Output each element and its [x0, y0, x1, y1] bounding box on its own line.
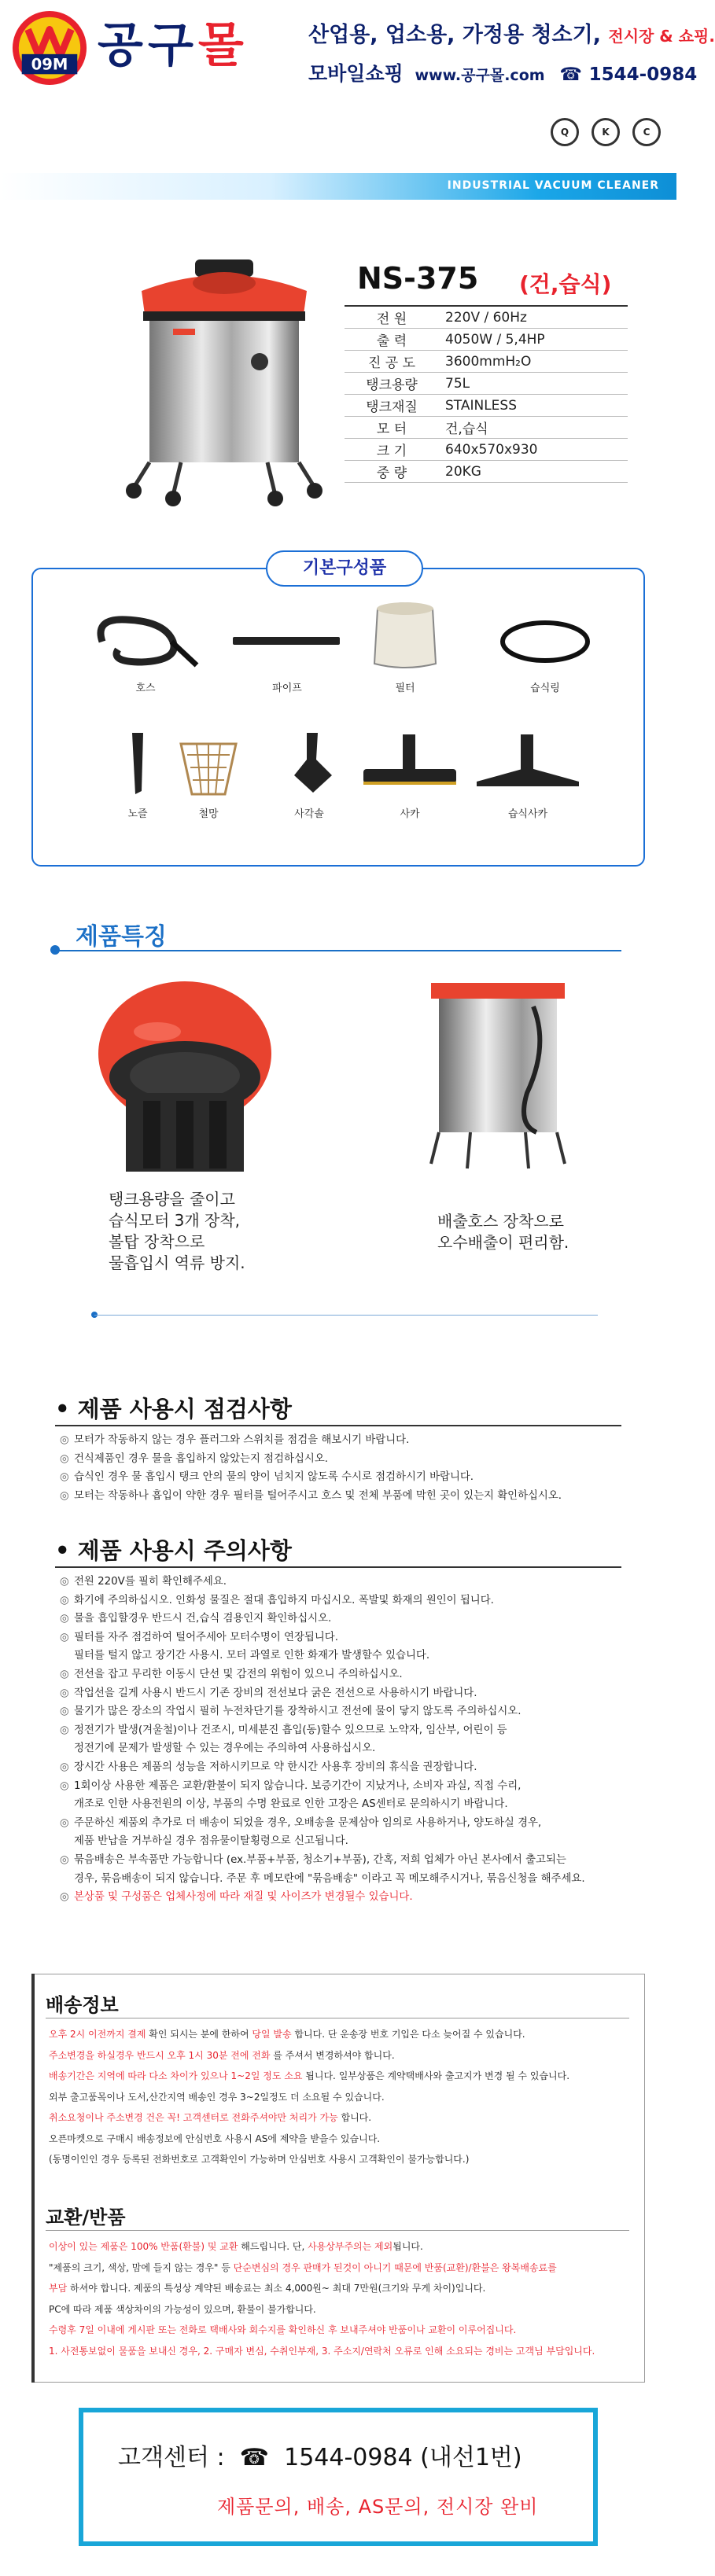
- customer-center-box: [79, 2408, 598, 2546]
- caution-title: • 제품 사용시 주의사항: [55, 1537, 292, 1564]
- contact-line: 모바일쇼핑 www.공구몰.com ☎ 1544-0984: [308, 62, 698, 85]
- bullet-icon: ◎: [60, 1816, 69, 1829]
- feature-lid-image: [94, 975, 275, 1172]
- site-url-link[interactable]: www.공구몰.com: [415, 67, 545, 84]
- features-end-divider: [94, 1315, 598, 1316]
- customer-center-line: 고객센터 : ☎ 1544-0984 (내선1번): [118, 2444, 522, 2471]
- list-item-continued: 개조로 인한 사용전원의 이상, 부품의 수명 완료로 인한 고장은 AS센터로 문의하시기 바랍니다.: [74, 1798, 508, 1811]
- bullet-icon: ◎: [60, 1452, 69, 1465]
- spec-key: 모 터: [376, 421, 407, 437]
- list-item: ◎ 묶음배송은 부속품만 가능합니다 (ex.부품+부품, 청소기+부품), 간혹, 저희 업체가 아닌 본사에서 출고되는: [60, 1851, 673, 1870]
- list-item: ◎ 전원 220V를 필히 확인해주세요.: [60, 1573, 673, 1592]
- info-line: 이상이 있는 제품은 100% 반품(환불) 및 교환 해드립니다. 단, 사용상부주의는 제외됩니다.: [49, 2241, 423, 2252]
- list-item: ◎ 전선을 잡고 무리한 이동시 단선 및 감전의 위험이 있으니 주의하십시오.: [60, 1665, 673, 1684]
- spec-value: 640x570x930: [445, 441, 538, 458]
- spec-key: 탱크재질: [366, 399, 418, 415]
- vacuum-product-image: [118, 236, 330, 511]
- bullet-icon: ◎: [60, 1779, 69, 1792]
- list-item: ◎ 정전기가 발생(겨울철)이나 건조시, 미세분진 흡입(동)할수 있으므로 노약자, 임산부, 어린이 등: [60, 1721, 673, 1740]
- info-line: "제품의 크기, 색상, 맘에 들지 않는 경우" 등 단순변심의 경우 판매가 된것이 아니기 때문에 반품(교환)/환불은 왕복배송료를: [49, 2261, 557, 2273]
- spec-row: [345, 417, 628, 439]
- info-line: 오후 2시 이전까지 결제 확인 되시는 분에 한하여 당일 발송 합니다. 단 운송장 번호 기입은 다소 늦어질 수 있습니다.: [49, 2029, 525, 2040]
- category-banner: INDUSTRIAL VACUUM CLEANER: [0, 173, 676, 200]
- info-line: 배송기간은 지역에 따라 다소 차이가 있으나 1~2일 정도 소요 됩니다. 일부상품은 계약택배사와 출고지가 변경 될 수 있습니다.: [49, 2070, 570, 2081]
- component-squeegee: 사카: [351, 728, 469, 820]
- feature-drain-hose-image: [431, 983, 565, 1172]
- component-hose: 호스: [87, 610, 205, 694]
- bullet-icon: ◎: [60, 1724, 69, 1736]
- list-item: ◎ 모터는 작동하나 흡입이 약한 경우 필터를 털어주시고 호스 및 전체 부품에 막힌 곳이 있는지 확인하십시오.: [60, 1487, 673, 1506]
- brand-title[interactable]: 공구몰: [98, 18, 249, 73]
- component-square-brush: 사각솔: [250, 728, 368, 820]
- spec-value: 건,습식: [445, 421, 488, 437]
- component-nozzle: 노즐: [79, 728, 197, 820]
- info-line: 취소요청이나 주소변경 건은 꼭! 고객센터로 전화주셔야만 처리가 가능 합니다.: [49, 2112, 372, 2123]
- list-item: ◎ 화기에 주의하십시오. 인화성 물질은 절대 흡입하지 마십시오. 폭발및 화재의 원인이 됩니다.: [60, 1592, 673, 1610]
- list-item: ◎ 모터가 작동하지 않는 경우 플러그와 스위치를 점검을 해보시기 바랍니다.: [60, 1431, 673, 1450]
- component-mesh: 철망: [149, 728, 267, 820]
- shipping-list: [49, 2024, 639, 2170]
- check-title: • 제품 사용시 점검사항: [55, 1396, 292, 1422]
- spec-key: 전 원: [376, 311, 407, 327]
- list-item: ◎ 필터를 자주 점검하여 털어주세아 모터수명이 연장됩니다.: [60, 1628, 673, 1647]
- cert-kc-icon: K: [590, 118, 621, 154]
- spec-row: [345, 461, 628, 483]
- info-line: 외부 출고품목이나 도서,산간지역 배송인 경우 3~2일정도 더 소요될 수 있습니다.: [49, 2091, 385, 2103]
- info-line: 부담 하셔야 합니다. 제품의 특성상 계약된 배송료는 최소 4,000원~ 최대 7만원(크기와 무게 차이)입니다.: [49, 2283, 486, 2294]
- bullet-icon: ◎: [60, 1761, 69, 1773]
- site-header: [0, 0, 715, 102]
- check-divider: [55, 1425, 621, 1426]
- returns-divider: [46, 2230, 629, 2231]
- info-line: 1. 사전통보없이 물품을 보내신 경우, 2. 구매자 변심, 수취인부재, 3. 주소지/연락처 오류로 인해 소요되는 경비는 고객님 부담입니다.: [49, 2345, 595, 2357]
- spec-key: 크 기: [376, 443, 407, 459]
- spec-value: 3600mmH₂O: [445, 353, 532, 370]
- header-phone[interactable]: 1544-0984: [588, 64, 698, 85]
- bullet-icon: ◎: [60, 1434, 69, 1446]
- bullet-icon: ◎: [60, 1706, 69, 1718]
- feature-caption-lid: 탱크용량을 줄이고 습식모터 3개 장착, 볼탑 장착으로 물흡입시 역류 방지.: [109, 1190, 245, 1272]
- spec-value: 75L: [445, 375, 470, 392]
- bullet-icon: ◎: [60, 1668, 69, 1680]
- list-item: ◎ 본상품 및 구성품은 업체사정에 따라 재질 및 사이즈가 변경될수 있습니다.: [60, 1888, 673, 1907]
- model-type-note: (건,습식): [519, 271, 612, 297]
- customer-center-phone[interactable]: 1544-0984 (내선1번): [284, 2444, 522, 2471]
- info-line: 주소변경을 하실경우 반드시 오후 1시 30분 전에 전화 를 주셔서 변경하셔야 합니다.: [49, 2049, 395, 2061]
- bullet-icon: ◎: [60, 1594, 69, 1606]
- svg-text:09M: 09M: [31, 55, 68, 74]
- feature-caption-drain: 배출호스 장착으로 오수배출이 편리함.: [437, 1212, 569, 1252]
- shipping-title: 배송정보: [46, 1994, 119, 2016]
- caution-list: [60, 1573, 673, 1907]
- component-pipe: 파이프: [228, 610, 346, 694]
- list-item-continued: 필터를 털지 않고 장기간 사용시. 모터 과열로 인한 화재가 발생할수 있습니다.: [74, 1650, 430, 1662]
- cert-c-icon: C: [631, 118, 662, 154]
- info-line: 수령후 7일 이내에 게시판 또는 전화로 택배사와 회수지를 확인하신 후 보내주셔야 반품이나 교환이 이루어집니다.: [49, 2324, 517, 2335]
- bullet-icon: ◎: [60, 1853, 69, 1866]
- features-divider: [55, 950, 621, 951]
- phone-icon: ☎: [559, 64, 582, 85]
- spec-key: 출 력: [376, 333, 407, 349]
- list-item: ◎ 물기가 많은 장소의 작업시 필히 누전차단기를 장착하시고 전선에 물이 닿지 않도록 주의하십시오.: [60, 1702, 673, 1721]
- spec-key: 진 공 도: [367, 355, 416, 371]
- caution-divider: [55, 1566, 621, 1568]
- check-list: [60, 1431, 673, 1505]
- list-item: ◎ 건식제품인 경우 물을 흡입하지 않았는지 점검하십시오.: [60, 1450, 673, 1469]
- list-item-continued: 정전기에 문제가 발생할 수 있는 경우에는 주의하여 사용하십시오.: [74, 1742, 376, 1755]
- returns-list: [49, 2236, 639, 2361]
- list-item: ◎ 물을 흡입할경우 반드시 건,습식 겸용인지 확인하십시오.: [60, 1610, 673, 1628]
- components-title: 기본구성품: [266, 550, 423, 587]
- spec-row: [345, 439, 628, 461]
- bullet-icon: ◎: [60, 1631, 69, 1643]
- list-item-continued: 경우, 묶음배송이 되지 않습니다. 주문 후 메모란에 "묶음배송" 이라고 꼭 메모해주시거나, 묶음신청을 해주세요.: [74, 1872, 585, 1885]
- spec-value: STAINLESS: [445, 397, 518, 414]
- bullet-icon: ◎: [60, 1489, 69, 1502]
- spec-value: 20KG: [445, 463, 481, 480]
- phone-icon: ☎: [232, 2444, 277, 2471]
- list-item: ◎ 작업선을 길게 사용시 반드시 기존 장비의 전선보다 굵은 전선으로 사용하시기 바랍니다.: [60, 1684, 673, 1703]
- returns-title: 교환/반품: [46, 2206, 126, 2228]
- component-wet-ring: 습식링: [486, 610, 604, 694]
- info-line: PC에 따라 제품 색상차이의 가능성이 있으며, 환불이 불가합니다.: [49, 2303, 316, 2315]
- features-title: 제품특징: [76, 923, 167, 951]
- spec-row: [345, 373, 628, 395]
- spec-key: 중 량: [376, 466, 407, 481]
- list-item-continued: 제품 반납을 거부하실 경우 점유물이탈횡령으로 신고됩니다.: [74, 1835, 348, 1848]
- spec-row: [345, 395, 628, 417]
- filter-icon: [346, 598, 464, 673]
- squeegee-icon: [351, 728, 469, 799]
- spec-value: 220V / 60Hz: [445, 309, 527, 326]
- tagline: 산업용, 업소용, 가정용 청소기, 전시장 & 쇼핑.: [308, 23, 715, 47]
- spec-row: [345, 307, 628, 329]
- shipping-accent-bar: [31, 1974, 35, 2383]
- spec-row: [345, 351, 628, 373]
- ring-icon: [486, 610, 604, 673]
- component-wet-squeegee: 습식사카: [469, 728, 587, 820]
- bullet-icon: ◎: [60, 1687, 69, 1699]
- bullet-icon: ◎: [60, 1891, 69, 1904]
- component-filter: 필터: [346, 598, 464, 694]
- cert-marks: [549, 118, 662, 154]
- info-line: (동명이인인 경우 등록된 전화번호로 고객확인이 가능하며 안심번호 사용시 고객확인이 불가능합니다.): [49, 2154, 470, 2165]
- bullet-icon: ◎: [60, 1576, 69, 1588]
- spec-value: 4050W / 5,4HP: [445, 331, 545, 348]
- model-name: NS-375: [357, 261, 479, 296]
- list-item: ◎ 1회이상 사용한 제품은 교환/환불이 되지 않습니다. 보증기간이 지났거나, 소비자 과실, 직접 수리,: [60, 1777, 673, 1796]
- list-item: ◎ 습식인 경우 물 흡입시 탱크 안의 물의 양이 넘치지 않도록 수시로 점검하시기 바랍니다.: [60, 1468, 673, 1487]
- info-line: 오픈마켓으로 구매시 배송정보에 안심번호 사용시 AS에 제약을 받을수 있습니다.: [49, 2133, 381, 2144]
- wet-squeegee-icon: [469, 728, 587, 799]
- pipe-icon: [228, 610, 346, 673]
- cert-q-icon: Q: [549, 118, 580, 154]
- spec-row: [345, 329, 628, 351]
- bullet-icon: ◎: [60, 1613, 69, 1625]
- logo-badge-icon: [11, 9, 88, 86]
- bullet-icon: ◎: [60, 1471, 69, 1484]
- hose-icon: [87, 610, 205, 673]
- list-item: ◎ 장시간 사용은 제품의 성능을 저하시키므로 약 한시간 사용후 장비의 휴식을 권장합니다.: [60, 1758, 673, 1777]
- spec-table: [345, 307, 628, 483]
- customer-center-services: 제품문의, 배송, AS문의, 전시장 완비: [217, 2496, 539, 2518]
- list-item: ◎ 주문하신 제품외 추가로 더 배송이 되었을 경우, 오배송을 문제삼아 임의로 사용하거나, 양도하실 경우,: [60, 1814, 673, 1833]
- spec-key: 탱크용량: [366, 377, 418, 393]
